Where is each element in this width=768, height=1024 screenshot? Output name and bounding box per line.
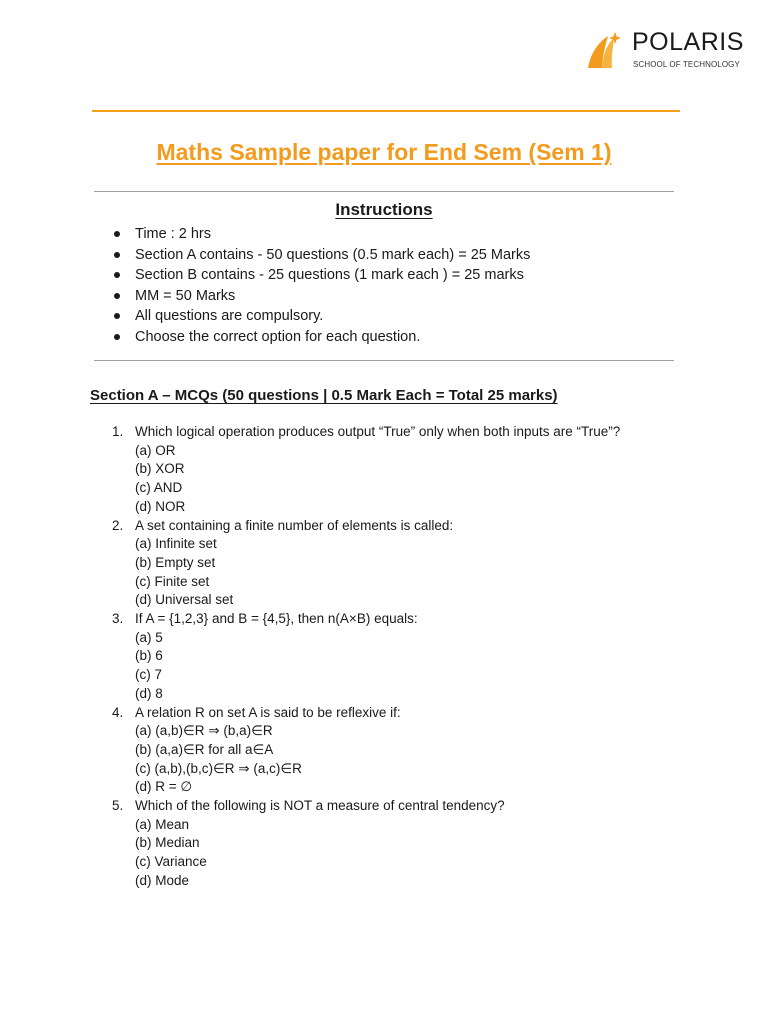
- polaris-star-logo-icon: [584, 30, 624, 70]
- question-number: 2.: [112, 517, 124, 533]
- header-divider: [92, 110, 680, 112]
- question-text: A relation R on set A is said to be reflexive if:: [135, 704, 401, 720]
- question-1: [110, 423, 620, 517]
- instructions-divider: [94, 360, 674, 361]
- option-b: (b) (a,a)∈R for all a∈A: [135, 741, 274, 757]
- option-c: (c) AND: [135, 480, 183, 496]
- question-text: A set containing a finite number of elements is called:: [135, 517, 454, 533]
- option-b: (b) 6: [135, 648, 163, 664]
- instruction-item: Choose the correct option for each question.: [112, 327, 530, 348]
- option-c: (c) 7: [135, 667, 162, 683]
- question-4: [110, 704, 620, 798]
- option-a: (a) Infinite set: [135, 536, 217, 552]
- polaris-logo: [584, 28, 754, 72]
- option-c: (c) Finite set: [135, 573, 210, 589]
- question-number: 4.: [112, 704, 124, 720]
- question-text: Which logical operation produces output “True” only when both inputs are “True”?: [135, 424, 621, 439]
- bullet-icon: [114, 252, 120, 258]
- option-b: (b) Median: [135, 835, 200, 851]
- option-a: (a) (a,b)∈R ⇒ (b,a)∈R: [135, 723, 273, 739]
- instruction-item: MM = 50 Marks: [112, 286, 530, 307]
- page-title: Maths Sample paper for End Sem (Sem 1): [156, 139, 612, 165]
- option-a: (a) Mean: [135, 816, 190, 832]
- question-3: [110, 610, 620, 704]
- title-divider: [94, 191, 674, 192]
- bullet-icon: [114, 272, 120, 278]
- option-c: (c) Variance: [135, 854, 207, 870]
- option-d: (d) 8: [135, 685, 163, 701]
- question-list: [110, 423, 620, 891]
- option-a: (a) 5: [135, 629, 163, 645]
- section-a-heading: Section A – MCQs (50 questions | 0.5 Mark Each = Total 25 marks): [90, 387, 558, 404]
- option-d: (d) NOR: [135, 498, 186, 514]
- option-b: (b) XOR: [135, 461, 185, 477]
- bullet-icon: [114, 313, 120, 319]
- question-number: 3.: [112, 611, 124, 627]
- option-c: (c) (a,b),(b,c)∈R ⇒ (a,c)∈R: [135, 760, 302, 776]
- logo-tagline: SCHOOL OF TECHNOLOGY: [633, 60, 740, 69]
- option-d: (d) Universal set: [135, 592, 234, 608]
- question-2: [110, 517, 620, 611]
- instruction-item: Time : 2 hrs: [112, 224, 530, 245]
- instruction-item: Section A contains - 50 questions (0.5 mark each) = 25 Marks: [112, 245, 530, 266]
- question-number: 5.: [112, 798, 124, 814]
- question-5: [110, 797, 620, 891]
- option-d: (d) Mode: [135, 872, 190, 888]
- question-number: 1.: [112, 424, 124, 439]
- instruction-item: All questions are compulsory.: [112, 306, 530, 327]
- option-b: (b) Empty set: [135, 554, 216, 570]
- instruction-item: Section B contains - 25 questions (1 mark each ) = 25 marks: [112, 265, 530, 286]
- bullet-icon: [114, 293, 120, 299]
- option-a: (a) OR: [135, 442, 176, 458]
- logo-name: POLARIS: [632, 28, 744, 56]
- bullet-icon: [114, 334, 120, 340]
- question-text: If A = {1,2,3} and B = {4,5}, then n(A×B) equals:: [135, 611, 418, 627]
- question-text: Which of the following is NOT a measure of central tendency?: [135, 798, 505, 814]
- bullet-icon: [114, 231, 120, 237]
- instructions-heading: Instructions: [335, 200, 433, 219]
- instructions-list: [112, 224, 530, 347]
- option-d: (d) R = ∅: [135, 779, 193, 795]
